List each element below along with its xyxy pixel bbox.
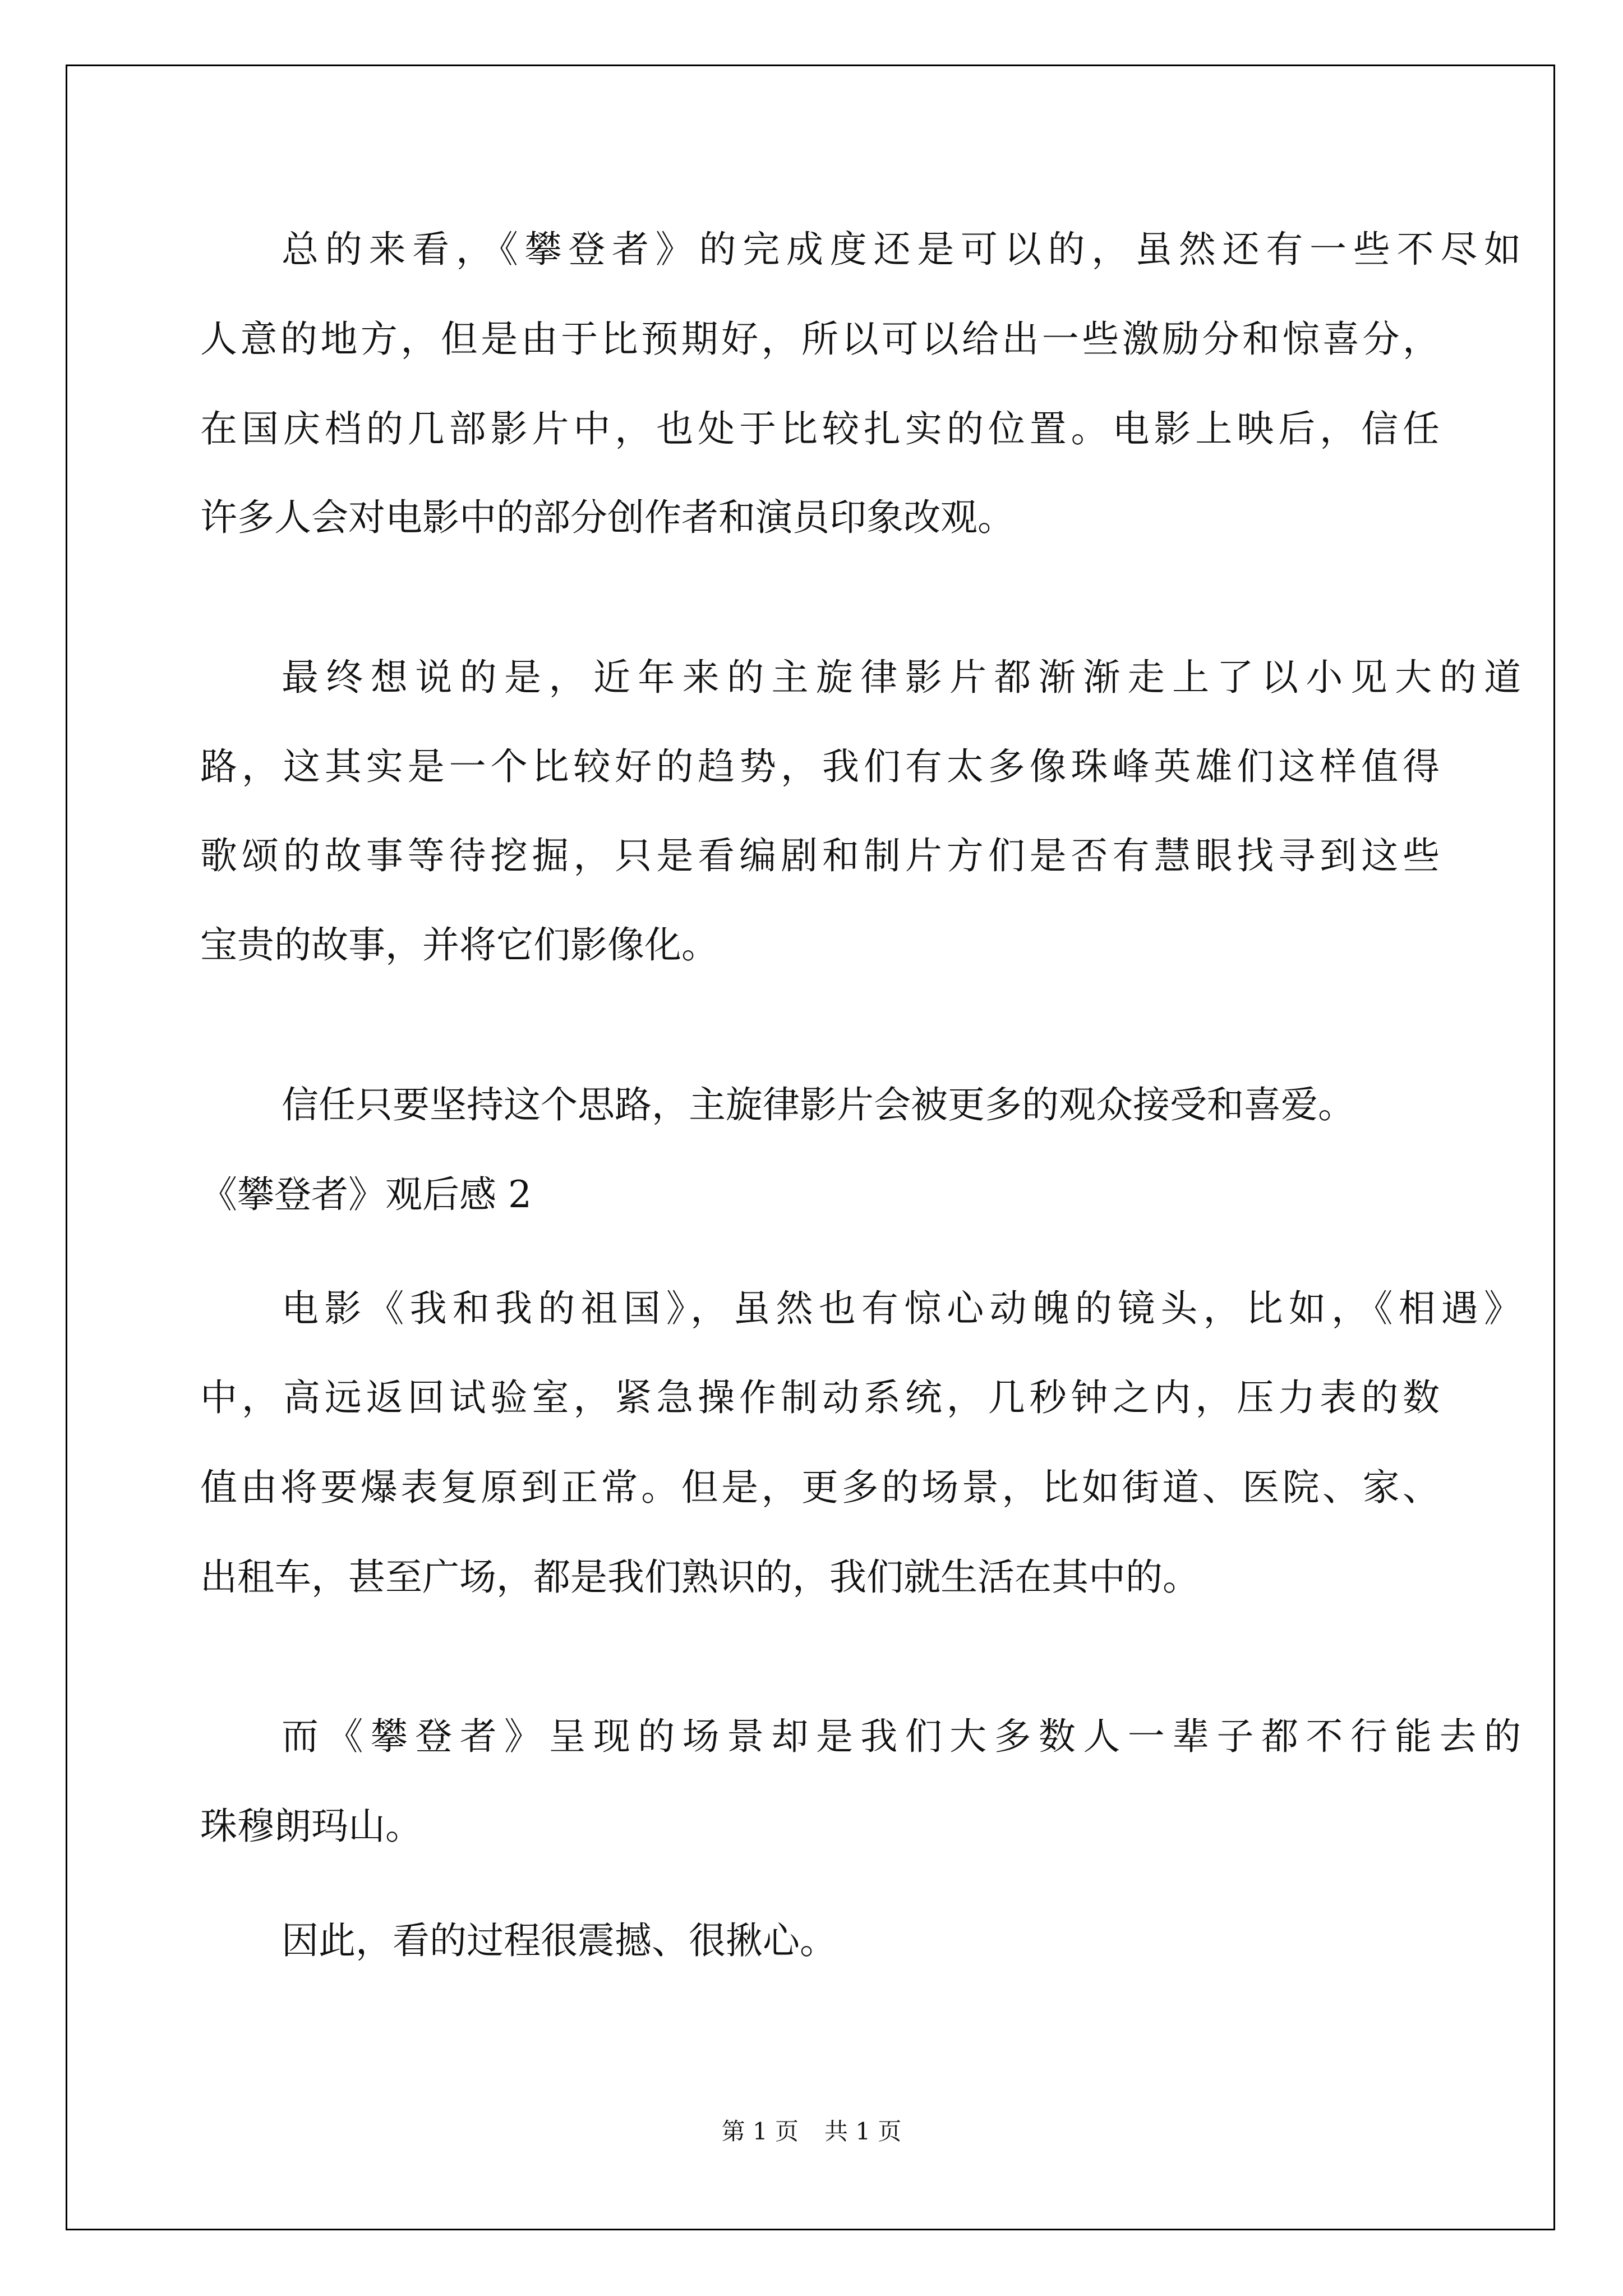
paragraph-1-line-4: 许多人会对电影中的部分创作者和演员印象改观。	[200, 496, 1015, 539]
page-number-total: 共 1 页	[824, 2118, 902, 2145]
paragraph-2-line-1: 最终想说的是，近年来的主旋律影片都渐渐走上了以小见大的道	[282, 656, 1521, 699]
paragraph-1-line-3: 在国庆档的几部影片中，也处于比较扎实的位置。电影上映后，信任	[200, 407, 1440, 450]
paragraph-1-line-1: 总的来看，《攀登者》的完成度还是可以的，虽然还有一些不尽如	[282, 228, 1521, 271]
paragraph-4-line-2: 中，高远返回试验室，紧急操作制动系统，几秒钟之内，压力表的数	[200, 1376, 1440, 1419]
paragraph-5-line-1: 而《攀登者》呈现的场景却是我们大多数人一辈子都不行能去的	[282, 1715, 1521, 1758]
paragraph-4-line-1: 电影《我和我的祖国》，虽然也有惊心动魄的镜头，比如，《相遇》	[282, 1287, 1521, 1330]
paragraph-6-line-1: 因此，看的过程很震撼、很揪心。	[282, 1919, 837, 1962]
paragraph-4-line-3: 值由将要爆表复原到正常。但是，更多的场景，比如街道、医院、家、	[200, 1466, 1440, 1509]
paragraph-2-line-2: 路，这其实是一个比较好的趋势，我们有太多像珠峰英雄们这样值得	[200, 745, 1440, 788]
page-footer	[0, 2118, 1623, 2146]
paragraph-3-line-1: 信任只要坚持这个思路，主旋律影片会被更多的观众接受和喜爱。	[282, 1083, 1355, 1126]
section-title: 《攀登者》观后感 2	[200, 1173, 532, 1216]
paragraph-4-line-4: 出租车，甚至广场，都是我们熟识的，我们就生活在其中的。	[200, 1556, 1200, 1599]
paragraph-1-line-2: 人意的地方，但是由于比预期好，所以可以给出一些激励分和惊喜分，	[200, 318, 1440, 361]
paragraph-2-line-4: 宝贵的故事，并将它们影像化。	[200, 923, 718, 967]
paragraph-5-line-2: 珠穆朗玛山。	[200, 1805, 422, 1848]
page-border	[66, 65, 1555, 2230]
page-number-current: 第 1 页	[721, 2118, 799, 2145]
paragraph-2-line-3: 歌颂的故事等待挖掘，只是看编剧和制片方们是否有慧眼找寻到这些	[200, 834, 1440, 877]
